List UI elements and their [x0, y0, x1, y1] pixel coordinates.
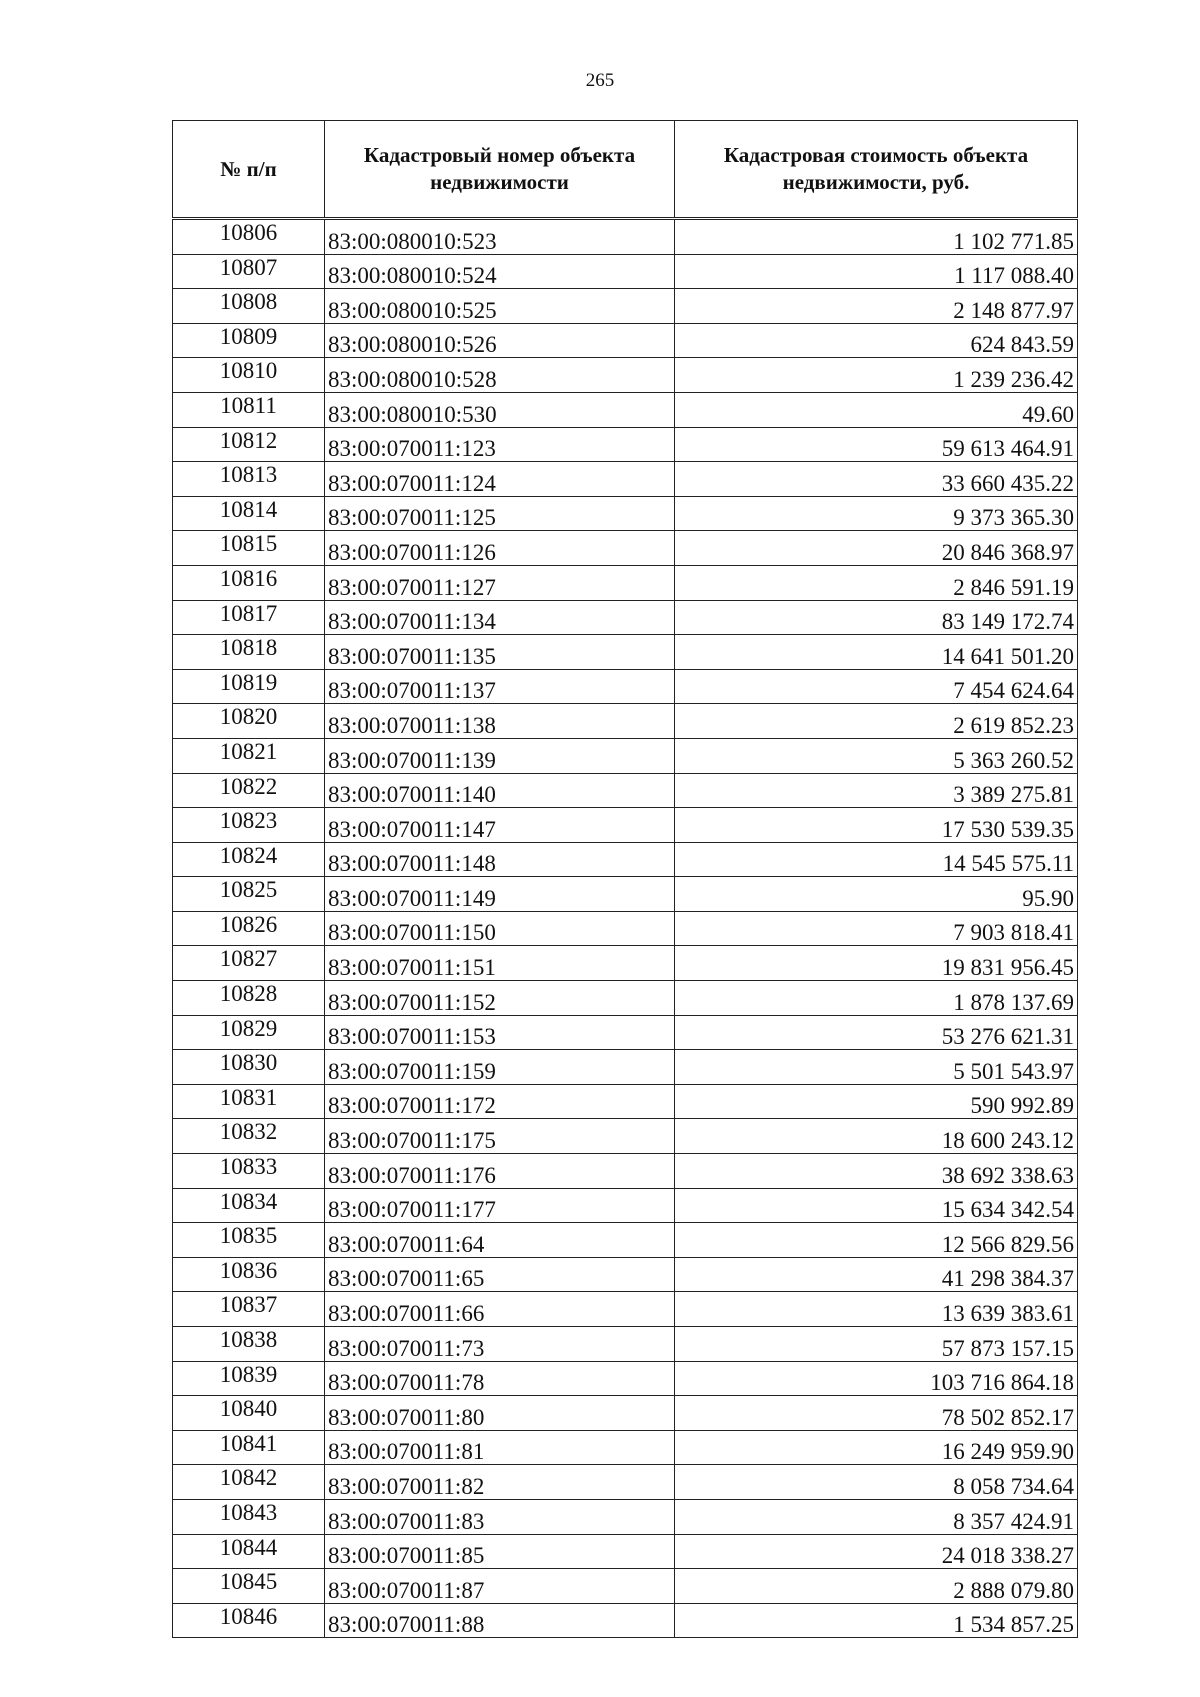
- cadastral-number-cell: 83:00:070011:150: [325, 911, 675, 946]
- cadastral-number-cell: 83:00:070011:65: [325, 1257, 675, 1292]
- row-number-cell: 10829: [173, 1015, 325, 1050]
- row-number-cell: 10833: [173, 1154, 325, 1189]
- cadastral-value-cell: 24 018 338.27: [675, 1534, 1078, 1569]
- cadastral-value-cell: 8 357 424.91: [675, 1499, 1078, 1534]
- row-number-cell: 10839: [173, 1361, 325, 1396]
- cadastral-value-cell: 9 373 365.30: [675, 496, 1078, 531]
- table-row: [173, 1603, 1078, 1638]
- row-number-cell: 10836: [173, 1257, 325, 1292]
- table-row: [173, 1154, 1078, 1189]
- table-row: [173, 911, 1078, 946]
- table-row: [173, 531, 1078, 566]
- cadastral-number-cell: 83:00:070011:82: [325, 1465, 675, 1500]
- table-row: [173, 842, 1078, 877]
- cadastral-number-cell: 83:00:070011:153: [325, 1015, 675, 1050]
- row-number-cell: 10827: [173, 946, 325, 981]
- cadastral-number-cell: 83:00:070011:176: [325, 1154, 675, 1189]
- cadastral-number-cell: 83:00:070011:137: [325, 669, 675, 704]
- cadastral-number-cell: 83:00:070011:66: [325, 1292, 675, 1327]
- page-number: 265: [585, 70, 615, 91]
- cadastral-value-cell: 14 545 575.11: [675, 842, 1078, 877]
- cadastral-value-cell: 590 992.89: [675, 1084, 1078, 1119]
- cadastral-value-cell: 8 058 734.64: [675, 1465, 1078, 1500]
- table-row: [173, 808, 1078, 843]
- row-number-cell: 10832: [173, 1119, 325, 1154]
- row-number-cell: 10818: [173, 635, 325, 670]
- header-row-number: № п/п: [173, 121, 325, 219]
- cadastral-value-cell: 49.60: [675, 392, 1078, 427]
- cadastral-value-cell: 3 389 275.81: [675, 773, 1078, 808]
- row-number-cell: 10825: [173, 877, 325, 912]
- row-number-cell: 10846: [173, 1603, 325, 1638]
- cadastral-value-cell: 78 502 852.17: [675, 1396, 1078, 1431]
- table-row: [173, 600, 1078, 635]
- cadastral-number-cell: 83:00:070011:80: [325, 1396, 675, 1431]
- cadastral-value-cell: 33 660 435.22: [675, 462, 1078, 497]
- cadastral-number-cell: 83:00:070011:139: [325, 738, 675, 773]
- row-number-cell: 10844: [173, 1534, 325, 1569]
- cadastral-value-cell: 1 878 137.69: [675, 981, 1078, 1016]
- row-number-cell: 10835: [173, 1223, 325, 1258]
- cadastral-number-cell: 83:00:070011:83: [325, 1499, 675, 1534]
- table-row: [173, 323, 1078, 358]
- cadastral-number-cell: 83:00:070011:87: [325, 1569, 675, 1604]
- cadastral-number-cell: 83:00:070011:149: [325, 877, 675, 912]
- cadastral-number-cell: 83:00:070011:175: [325, 1119, 675, 1154]
- table-row: [173, 981, 1078, 1016]
- cadastral-number-cell: 83:00:070011:138: [325, 704, 675, 739]
- row-number-cell: 10809: [173, 323, 325, 358]
- row-number-cell: 10837: [173, 1292, 325, 1327]
- row-number-cell: 10810: [173, 358, 325, 393]
- cadastral-number-cell: 83:00:070011:78: [325, 1361, 675, 1396]
- table-row: [173, 496, 1078, 531]
- cadastral-value-cell: 1 239 236.42: [675, 358, 1078, 393]
- cadastral-number-cell: 83:00:070011:64: [325, 1223, 675, 1258]
- table-row: [173, 773, 1078, 808]
- cadastral-number-cell: 83:00:080010:526: [325, 323, 675, 358]
- table-row: [173, 1361, 1078, 1396]
- table-body: [173, 219, 1078, 1638]
- cadastral-number-cell: 83:00:070011:135: [325, 635, 675, 670]
- row-number-cell: 10823: [173, 808, 325, 843]
- cadastral-value-cell: 103 716 864.18: [675, 1361, 1078, 1396]
- table-row: [173, 254, 1078, 289]
- row-number-cell: 10838: [173, 1327, 325, 1362]
- cadastral-value-cell: 1 102 771.85: [675, 219, 1078, 255]
- cadastral-value-cell: 2 619 852.23: [675, 704, 1078, 739]
- cadastral-value-cell: 15 634 342.54: [675, 1188, 1078, 1223]
- header-cadastral-number: Кадастровый номер объекта недвижимости: [325, 121, 675, 219]
- row-number-cell: 10812: [173, 427, 325, 462]
- row-number-cell: 10806: [173, 219, 325, 255]
- table-row: [173, 1499, 1078, 1534]
- table-row: [173, 1534, 1078, 1569]
- cadastral-value-cell: 14 641 501.20: [675, 635, 1078, 670]
- cadastral-value-cell: 2 888 079.80: [675, 1569, 1078, 1604]
- cadastral-number-cell: 83:00:080010:525: [325, 289, 675, 324]
- cadastral-value-cell: 41 298 384.37: [675, 1257, 1078, 1292]
- table-row: [173, 635, 1078, 670]
- row-number-cell: 10813: [173, 462, 325, 497]
- cadastral-value-cell: 7 454 624.64: [675, 669, 1078, 704]
- table-row: [173, 1015, 1078, 1050]
- row-number-cell: 10826: [173, 911, 325, 946]
- cadastral-value-cell: 59 613 464.91: [675, 427, 1078, 462]
- cadastral-number-cell: 83:00:070011:177: [325, 1188, 675, 1223]
- cadastral-number-cell: 83:00:070011:124: [325, 462, 675, 497]
- row-number-cell: 10807: [173, 254, 325, 289]
- cadastral-number-cell: 83:00:070011:126: [325, 531, 675, 566]
- cadastral-number-cell: 83:00:070011:159: [325, 1050, 675, 1085]
- cadastral-value-cell: 1 117 088.40: [675, 254, 1078, 289]
- cadastral-number-cell: 83:00:070011:127: [325, 565, 675, 600]
- table-row: [173, 289, 1078, 324]
- row-number-cell: 10831: [173, 1084, 325, 1119]
- cadastral-number-cell: 83:00:070011:88: [325, 1603, 675, 1638]
- table-row: [173, 565, 1078, 600]
- cadastral-number-cell: 83:00:070011:123: [325, 427, 675, 462]
- table-row: [173, 358, 1078, 393]
- row-number-cell: 10824: [173, 842, 325, 877]
- cadastral-number-cell: 83:00:070011:73: [325, 1327, 675, 1362]
- cadastral-value-cell: 1 534 857.25: [675, 1603, 1078, 1638]
- cadastral-number-cell: 83:00:070011:151: [325, 946, 675, 981]
- row-number-cell: 10814: [173, 496, 325, 531]
- table-row: [173, 946, 1078, 981]
- table-row: [173, 1050, 1078, 1085]
- row-number-cell: 10843: [173, 1499, 325, 1534]
- cadastral-value-cell: 95.90: [675, 877, 1078, 912]
- cadastral-value-cell: 624 843.59: [675, 323, 1078, 358]
- table-row: [173, 1188, 1078, 1223]
- row-number-cell: 10819: [173, 669, 325, 704]
- cadastral-number-cell: 83:00:070011:148: [325, 842, 675, 877]
- row-number-cell: 10820: [173, 704, 325, 739]
- table-row: [173, 704, 1078, 739]
- cadastral-value-cell: 16 249 959.90: [675, 1430, 1078, 1465]
- table-row: [173, 1119, 1078, 1154]
- cadastral-value-cell: 53 276 621.31: [675, 1015, 1078, 1050]
- cadastral-value-cell: 2 846 591.19: [675, 565, 1078, 600]
- cadastral-number-cell: 83:00:080010:523: [325, 219, 675, 255]
- table-row: [173, 1084, 1078, 1119]
- row-number-cell: 10841: [173, 1430, 325, 1465]
- table-row: [173, 219, 1078, 255]
- table-row: [173, 1257, 1078, 1292]
- cadastral-value-cell: 38 692 338.63: [675, 1154, 1078, 1189]
- table-row: [173, 1396, 1078, 1431]
- cadastral-value-cell: 83 149 172.74: [675, 600, 1078, 635]
- row-number-cell: 10830: [173, 1050, 325, 1085]
- cadastral-number-cell: 83:00:070011:172: [325, 1084, 675, 1119]
- cadastral-value-cell: 19 831 956.45: [675, 946, 1078, 981]
- row-number-cell: 10842: [173, 1465, 325, 1500]
- row-number-cell: 10815: [173, 531, 325, 566]
- table-row: [173, 462, 1078, 497]
- cadastral-number-cell: 83:00:070011:85: [325, 1534, 675, 1569]
- row-number-cell: 10821: [173, 738, 325, 773]
- cadastral-number-cell: 83:00:080010:530: [325, 392, 675, 427]
- cadastral-value-cell: 17 530 539.35: [675, 808, 1078, 843]
- cadastral-value-table: [172, 120, 1078, 1638]
- row-number-cell: 10845: [173, 1569, 325, 1604]
- cadastral-number-cell: 83:00:070011:134: [325, 600, 675, 635]
- cadastral-value-cell: 5 501 543.97: [675, 1050, 1078, 1085]
- cadastral-value-cell: 5 363 260.52: [675, 738, 1078, 773]
- cadastral-value-cell: 12 566 829.56: [675, 1223, 1078, 1258]
- row-number-cell: 10840: [173, 1396, 325, 1431]
- row-number-cell: 10828: [173, 981, 325, 1016]
- cadastral-number-cell: 83:00:070011:147: [325, 808, 675, 843]
- cadastral-value-cell: 18 600 243.12: [675, 1119, 1078, 1154]
- table-row: [173, 1465, 1078, 1500]
- table-row: [173, 1292, 1078, 1327]
- cadastral-value-cell: 20 846 368.97: [675, 531, 1078, 566]
- cadastral-value-cell: 2 148 877.97: [675, 289, 1078, 324]
- cadastral-value-cell: 57 873 157.15: [675, 1327, 1078, 1362]
- table-row: [173, 1223, 1078, 1258]
- cadastral-number-cell: 83:00:070011:140: [325, 773, 675, 808]
- row-number-cell: 10834: [173, 1188, 325, 1223]
- table-row: [173, 877, 1078, 912]
- row-number-cell: 10822: [173, 773, 325, 808]
- table-row: [173, 1569, 1078, 1604]
- row-number-cell: 10816: [173, 565, 325, 600]
- header-cadastral-value: Кадастровая стоимость объекта недвижимости, руб.: [675, 121, 1078, 219]
- table-row: [173, 392, 1078, 427]
- table-row: [173, 427, 1078, 462]
- cadastral-value-cell: 7 903 818.41: [675, 911, 1078, 946]
- table-header-row: [173, 121, 1078, 219]
- table-row: [173, 738, 1078, 773]
- table-row: [173, 669, 1078, 704]
- row-number-cell: 10808: [173, 289, 325, 324]
- table-header: [173, 121, 1078, 219]
- cadastral-number-cell: 83:00:070011:81: [325, 1430, 675, 1465]
- row-number-cell: 10817: [173, 600, 325, 635]
- cadastral-number-cell: 83:00:080010:524: [325, 254, 675, 289]
- cadastral-number-cell: 83:00:080010:528: [325, 358, 675, 393]
- row-number-cell: 10811: [173, 392, 325, 427]
- table-row: [173, 1327, 1078, 1362]
- cadastral-number-cell: 83:00:070011:152: [325, 981, 675, 1016]
- cadastral-value-cell: 13 639 383.61: [675, 1292, 1078, 1327]
- table-row: [173, 1430, 1078, 1465]
- cadastral-number-cell: 83:00:070011:125: [325, 496, 675, 531]
